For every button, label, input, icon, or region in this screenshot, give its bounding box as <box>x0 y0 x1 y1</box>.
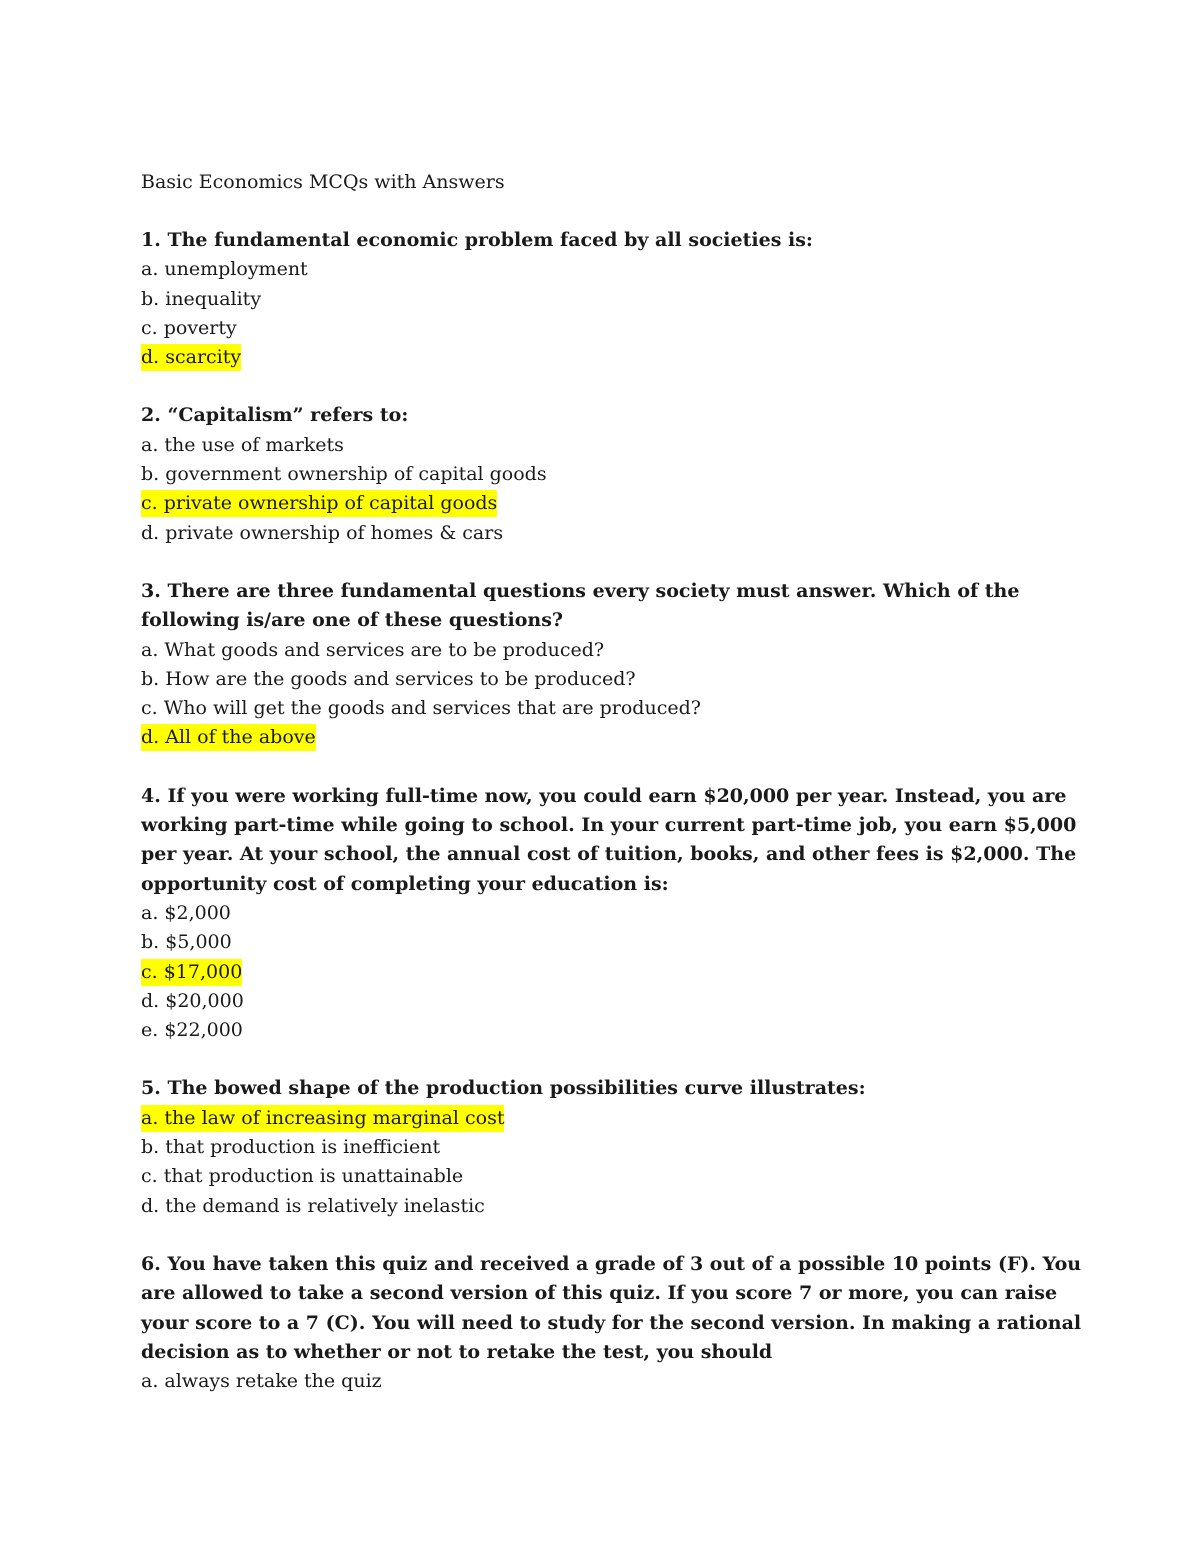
question-text: 2. “Capitalism” refers to: <box>141 404 409 427</box>
question-text: 4. If you were working full-time now, you could earn $20,000 per year. Instead, you are working part-time while going to school. In your current part-time job, you earn $5,000 per year. At your school, the annual cost of tuition, books, and other fees is $2,000. The opportunity cost of completing your education is: <box>141 784 1077 895</box>
question-text: 5. The bowed shape of the production possibilities curve illustrates: <box>141 1077 866 1100</box>
answer-option: a. unemployment <box>141 258 308 281</box>
answer-option: c. that production is unattainable <box>141 1165 464 1188</box>
answer-option: d. $20,000 <box>141 989 244 1012</box>
question-text: 1. The fundamental economic problem faced by all societies is: <box>141 229 813 251</box>
question-1 <box>141 226 1101 372</box>
question-4 <box>141 782 1101 1046</box>
question-text: 6. You have taken this quiz and received a grade of 3 out of a possible 10 points (F). You are allowed to take a second version of this quiz. If you score 7 or more, you can raise your score to a 7 (C). You will need to study for the second version. In making a rational decision as to whether or not to retake the test, you should <box>141 1252 1082 1363</box>
answer-option: d. private ownership of homes & cars <box>141 521 504 544</box>
answer-option: d. the demand is relatively inelastic <box>141 1194 485 1217</box>
answer-option: c. Who will get the goods and services that are produced? <box>141 697 701 720</box>
question-2 <box>141 401 1101 547</box>
answer-option-highlighted: a. the law of increasing marginal cost <box>141 1104 1101 1133</box>
answer-option: e. $22,000 <box>141 1019 243 1042</box>
answer-option: a. $2,000 <box>141 901 231 924</box>
answer-option: a. What goods and services are to be produced? <box>141 638 605 661</box>
answer-option: b. $5,000 <box>141 931 232 954</box>
question-6 <box>141 1250 1101 1396</box>
question-5 <box>141 1074 1101 1220</box>
answer-option: b. How are the goods and services to be produced? <box>141 667 636 690</box>
answer-option: a. the use of markets <box>141 433 344 456</box>
answer-option-highlighted: d. All of the above <box>141 723 1101 752</box>
answer-option: b. inequality <box>141 287 262 310</box>
document-title: Basic Economics MCQs with Answers <box>141 171 505 193</box>
answer-option-highlighted: c. $17,000 <box>141 958 1101 987</box>
answer-option: b. that production is inefficient <box>141 1136 441 1159</box>
answer-option: b. government ownership of capital goods <box>141 463 547 486</box>
document-page <box>141 168 1101 1425</box>
answer-option-highlighted: d. scarcity <box>141 343 1101 372</box>
answer-option: a. always retake the quiz <box>141 1370 382 1393</box>
answer-option-highlighted: c. private ownership of capital goods <box>141 489 1101 518</box>
question-text: 3. There are three fundamental questions every society must answer. Which of the following is/are one of these questions? <box>141 579 1020 632</box>
question-3 <box>141 577 1101 753</box>
answer-option: c. poverty <box>141 316 237 339</box>
